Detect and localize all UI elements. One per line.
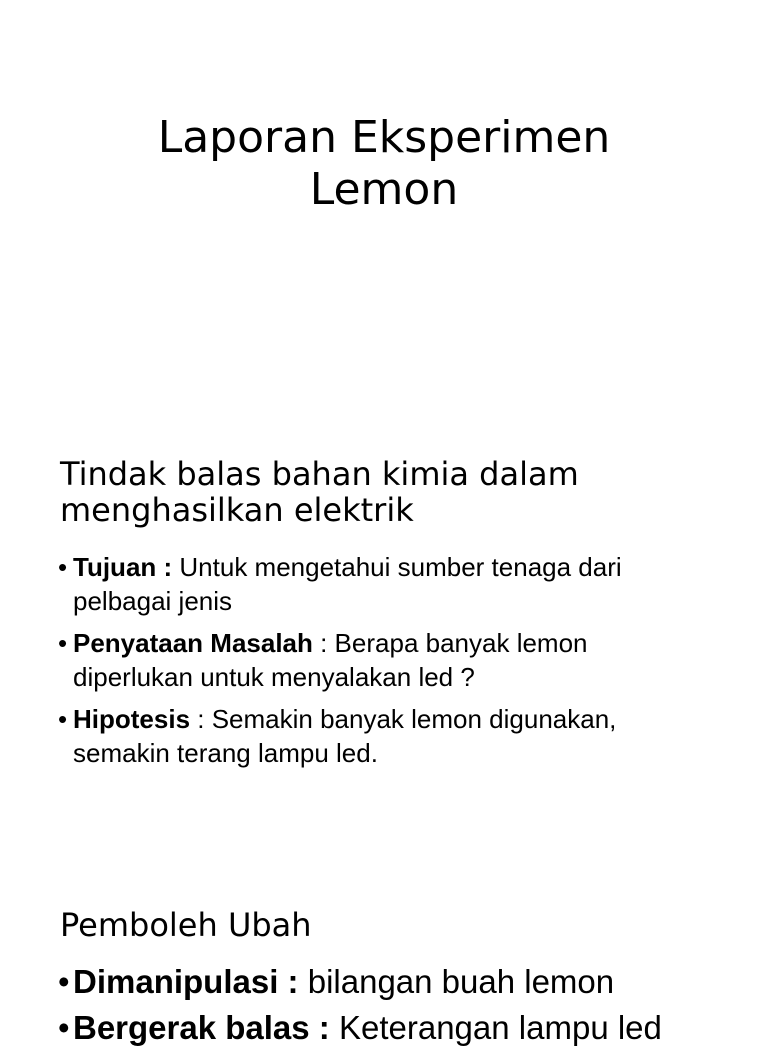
list-item-penyataan-masalah bbox=[58, 626, 698, 694]
page-title bbox=[0, 112, 768, 216]
section-heading-reaction bbox=[60, 456, 750, 528]
bullet-icon: • bbox=[58, 628, 68, 658]
item-text: Untuk mengetahui sumber tenaga dari pelbagai jenis bbox=[73, 552, 622, 616]
item-label: Dimanipulasi : bbox=[73, 963, 299, 1000]
list-item-dimanipulasi bbox=[58, 962, 768, 1002]
section-heading-pemboleh-ubah: Pemboleh Ubah bbox=[60, 906, 312, 944]
section-heading-line-2: menghasilkan elektrik bbox=[60, 491, 414, 529]
bullet-icon: • bbox=[58, 1009, 70, 1046]
page-title-line-1: Laporan Eksperimen bbox=[157, 112, 611, 163]
bullet-icon: • bbox=[58, 963, 70, 1000]
list-item-hipotesis bbox=[58, 702, 698, 770]
item-label: Hipotesis bbox=[73, 704, 191, 734]
page-title-line-2: Lemon bbox=[309, 164, 459, 215]
bullet-icon: • bbox=[58, 552, 68, 582]
item-text: Keterangan lampu led bbox=[329, 1009, 662, 1046]
item-label: Bergerak balas : bbox=[73, 1009, 330, 1046]
item-text: : Semakin banyak lemon digunakan, semakin terang lampu led. bbox=[73, 704, 617, 768]
item-text: bilangan buah lemon bbox=[298, 963, 615, 1000]
bullet-icon: • bbox=[58, 704, 68, 734]
item-label: Tujuan : bbox=[73, 552, 173, 582]
section-heading-line-1: Tindak balas bahan kimia dalam bbox=[60, 455, 579, 493]
experiment-details-list bbox=[58, 550, 698, 778]
list-item-bergerak-balas bbox=[58, 1008, 768, 1048]
item-text: : Berapa banyak lemon diperlukan untuk menyalakan led ? bbox=[73, 628, 588, 692]
item-label: Penyataan Masalah bbox=[73, 628, 313, 658]
variables-list bbox=[58, 962, 768, 1054]
list-item-tujuan bbox=[58, 550, 698, 618]
